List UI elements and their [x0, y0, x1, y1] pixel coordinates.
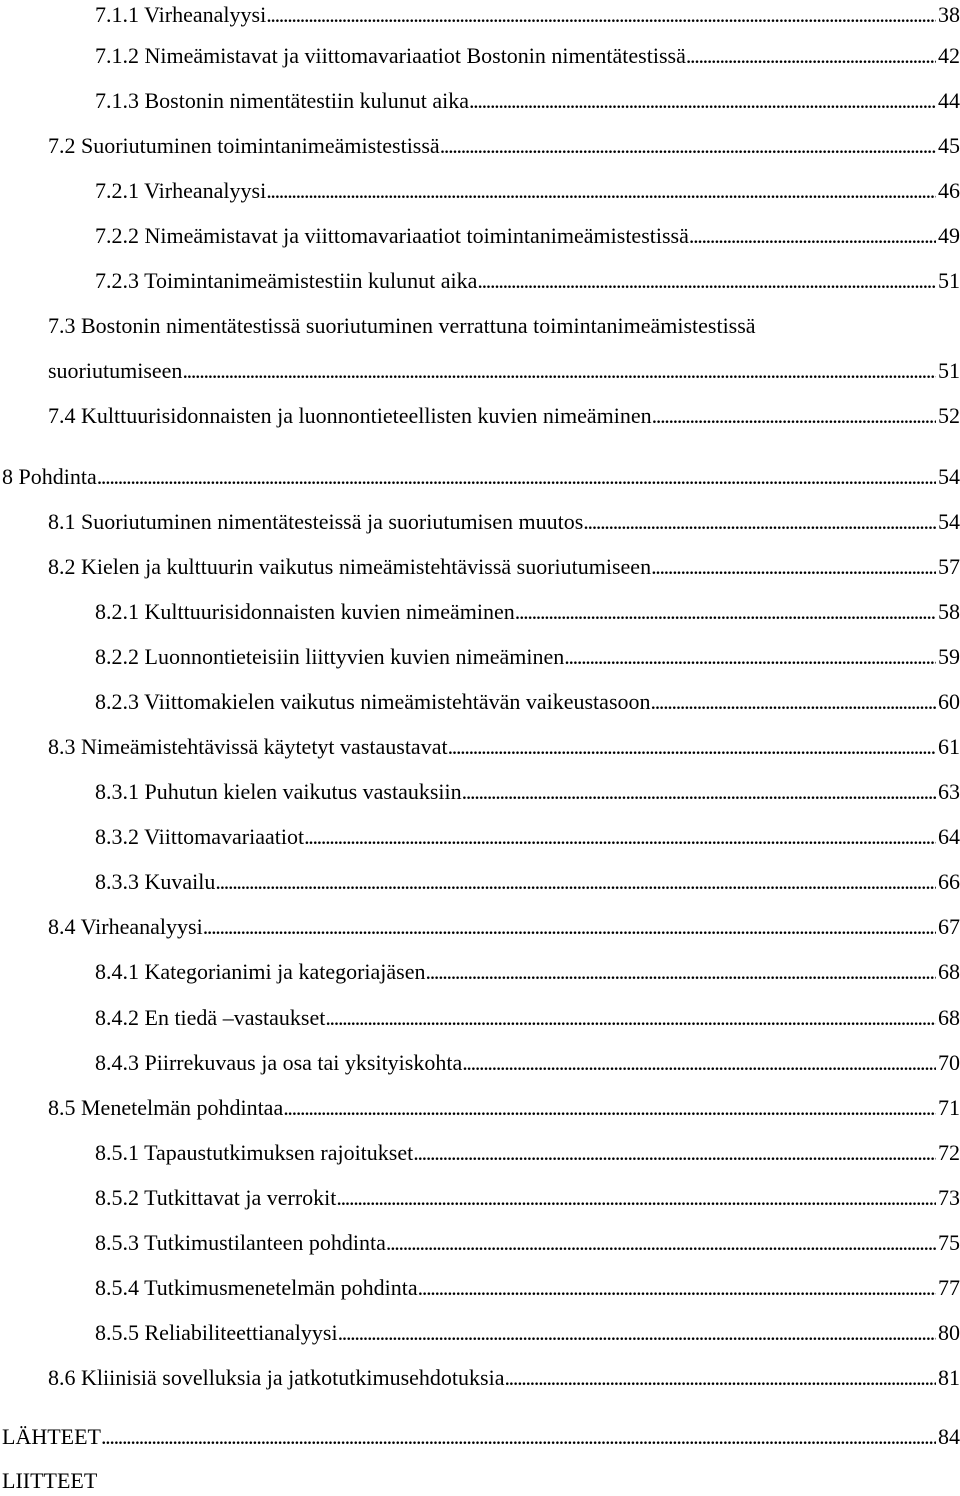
toc-entry-page: 72: [938, 1140, 960, 1165]
toc-entry: [95, 221, 960, 251]
toc-entry-page: 80: [938, 1320, 960, 1345]
toc-entry-title: 8.3.2 Viittomavariaatiot: [95, 824, 305, 849]
toc-entry-page: 46: [938, 178, 960, 203]
dot-leader: [304, 822, 936, 852]
dot-leader: [338, 1318, 936, 1348]
toc-entry-title: 8.6 Kliinisiä sovelluksia ja jatkotutkimusehdotuksia: [48, 1365, 505, 1390]
toc-entry-title: 7.2.3 Toimintanimeämistestiin kulunut aika: [95, 268, 478, 293]
toc-entry: [95, 957, 960, 987]
toc-entry: [48, 507, 960, 537]
toc-entry: [48, 131, 960, 161]
toc-entry: [48, 732, 960, 762]
toc-entry-title: 7.1.3 Bostonin nimentätestiin kulunut aika: [95, 88, 469, 113]
toc-entry-title: 7.4 Kulttuurisidonnaisten ja luonnontieteellisten kuvien nimeäminen: [48, 403, 652, 428]
toc-entry-page: 58: [938, 599, 960, 624]
toc-entry-title: 8.4 Virheanalyysi: [48, 914, 203, 939]
toc-entry-title: 7.2 Suoriutuminen toimintanimeämistestissä: [48, 133, 440, 158]
toc-entry: [95, 1138, 960, 1168]
toc-entry-title: 8.2.3 Viittomakielen vaikutus nimeämistehtävän vaikeustasoon: [95, 689, 651, 714]
dot-leader: [182, 356, 936, 386]
toc-entry-title: 8.5.4 Tutkimusmenetelmän pohdinta: [95, 1275, 418, 1300]
toc-entry-page: 75: [938, 1230, 960, 1255]
toc-entry-page: 59: [938, 644, 960, 669]
toc-entry-title: 8.5.5 Reliabiliteettianalyysi: [95, 1320, 338, 1345]
toc-entry-page: 54: [938, 509, 960, 534]
toc-entry-continuation: [48, 356, 960, 386]
dot-leader: [564, 642, 936, 672]
toc-entry-title: 8.5 Menetelmän pohdintaa: [48, 1095, 284, 1120]
dot-leader: [651, 552, 936, 582]
toc-entry: [48, 311, 960, 341]
toc-entry-title: 8.1 Suoriutuminen nimentätesteissä ja suoriutumisen muutos: [48, 509, 584, 534]
toc-entry-title: 8.3 Nimeämistehtävissä käytetyt vastaustavat: [48, 734, 448, 759]
dot-leader: [651, 687, 937, 717]
dot-leader: [504, 1363, 936, 1393]
toc-entry-title: 8.5.1 Tapaustutkimuksen rajoitukset: [95, 1140, 414, 1165]
toc-entry-page: 70: [938, 1050, 960, 1075]
toc-entry-page: 45: [938, 133, 960, 158]
toc-entry-page: 68: [938, 1005, 960, 1030]
dot-leader: [462, 777, 936, 807]
toc-entry-page: 64: [938, 824, 960, 849]
dot-leader: [413, 1138, 936, 1168]
toc-entry: [95, 777, 960, 807]
toc-entry: [95, 1183, 960, 1213]
toc-entry: [2, 462, 960, 492]
toc-entry-page: 44: [938, 88, 960, 113]
toc-entry-title: 7.1.2 Nimeämistavat ja viittomavariaatiot Bostonin nimentätestissä: [95, 43, 686, 68]
toc-entry-page: 84: [938, 1424, 960, 1449]
dot-leader: [469, 86, 936, 116]
toc-entry: [95, 597, 960, 627]
toc-entry-title: 8.3.3 Kuvailu: [95, 869, 216, 894]
dot-leader: [266, 0, 936, 30]
toc-entry: [2, 1422, 960, 1452]
toc-entry: [95, 266, 960, 296]
dot-leader: [215, 867, 936, 897]
dot-leader: [686, 41, 936, 71]
dot-leader: [583, 507, 936, 537]
toc-entry: [48, 912, 960, 942]
toc-entry-page: 71: [938, 1095, 960, 1120]
toc-entry-page: 51: [938, 358, 960, 383]
toc-entry-page: 51: [938, 268, 960, 293]
dot-leader: [440, 131, 936, 161]
dot-leader: [515, 597, 936, 627]
toc-entry-page: 61: [938, 734, 960, 759]
dot-leader: [448, 732, 936, 762]
toc-entry-title: 8.5.3 Tutkimustilanteen pohdinta: [95, 1230, 386, 1255]
toc-entry-page: 66: [938, 869, 960, 894]
dot-leader: [266, 176, 936, 206]
toc-entry-title: LÄHTEET: [2, 1424, 101, 1449]
toc-entry-title-continued: suoriutumiseen: [48, 358, 183, 383]
dot-leader: [418, 1273, 936, 1303]
toc-entry: [95, 822, 960, 852]
toc-entry-page: 67: [938, 914, 960, 939]
toc-entry-page: 73: [938, 1185, 960, 1210]
toc-entry: [95, 1228, 960, 1258]
toc-entry-title: 8.2.2 Luonnontieteisiin liittyvien kuvien nimeäminen: [95, 644, 565, 669]
toc-entry-title: 7.1.1 Virheanalyysi: [95, 2, 267, 27]
toc-entry-page: 60: [938, 689, 960, 714]
toc-entry-page: 54: [938, 464, 960, 489]
toc-entry-page: 57: [938, 554, 960, 579]
toc-entry: [48, 552, 960, 582]
toc-entry-title: 7.3 Bostonin nimentätestissä suoriutuminen verrattuna toimintanimeämistestissä: [48, 313, 756, 338]
toc-entry: [95, 1048, 960, 1078]
dot-leader: [462, 1048, 936, 1078]
toc-entry-page: 49: [938, 223, 960, 248]
toc-entry-title: 8.4.3 Piirrekuvaus ja osa tai yksityiskohta: [95, 1050, 463, 1075]
toc-entry-page: 68: [938, 959, 960, 984]
toc-entry: [95, 867, 960, 897]
dot-leader: [97, 462, 936, 492]
toc-entry-page: 38: [938, 2, 960, 27]
toc-entry-title: 8.5.2 Tutkittavat ja verrokit: [95, 1185, 337, 1210]
dot-leader: [386, 1228, 936, 1258]
toc-entry: [95, 41, 960, 71]
toc-entry: [95, 1003, 960, 1033]
toc-entry-title: 8.3.1 Puhutun kielen vaikutus vastauksiin: [95, 779, 462, 804]
toc-entry-page: 42: [938, 43, 960, 68]
dot-leader: [426, 957, 937, 987]
toc-entry-page: 52: [938, 403, 960, 428]
toc-entry-title: 7.2.2 Nimeämistavat ja viittomavariaatiot toimintanimeämistestissä: [95, 223, 689, 248]
toc-entry: [95, 687, 960, 717]
dot-leader: [477, 266, 936, 296]
toc-entry: [95, 1273, 960, 1303]
toc-entry-title: 8.4.2 En tiedä –vastaukset: [95, 1005, 326, 1030]
dot-leader: [325, 1003, 936, 1033]
toc-entry: [48, 1363, 960, 1393]
toc-entry: [48, 1093, 960, 1123]
toc-entry-title: 8 Pohdinta: [2, 464, 97, 489]
toc-entry-title: 8.4.1 Kategorianimi ja kategoriajäsen: [95, 959, 426, 984]
toc-entry: [95, 0, 960, 30]
dot-leader: [652, 401, 936, 431]
toc-entry: [95, 1318, 960, 1348]
toc-entry-page: 81: [938, 1365, 960, 1390]
toc-entry-title: LIITTEET: [2, 1468, 98, 1493]
toc-entry-page: 77: [938, 1275, 960, 1300]
dot-leader: [283, 1093, 936, 1123]
dot-leader: [336, 1183, 936, 1213]
dot-leader: [689, 221, 936, 251]
toc-entry: [95, 176, 960, 206]
toc-entry: [48, 401, 960, 431]
toc-entry: [95, 86, 960, 116]
toc-entry-title: 8.2.1 Kulttuurisidonnaisten kuvien nimeäminen: [95, 599, 515, 624]
toc-entry: [95, 642, 960, 672]
dot-leader: [203, 912, 936, 942]
toc-entry-page: 63: [938, 779, 960, 804]
dot-leader: [101, 1422, 936, 1452]
toc-entry-title: 7.2.1 Virheanalyysi: [95, 178, 267, 203]
toc-entry-title: 8.2 Kielen ja kulttuurin vaikutus nimeämistehtävissä suoriutumiseen: [48, 554, 652, 579]
